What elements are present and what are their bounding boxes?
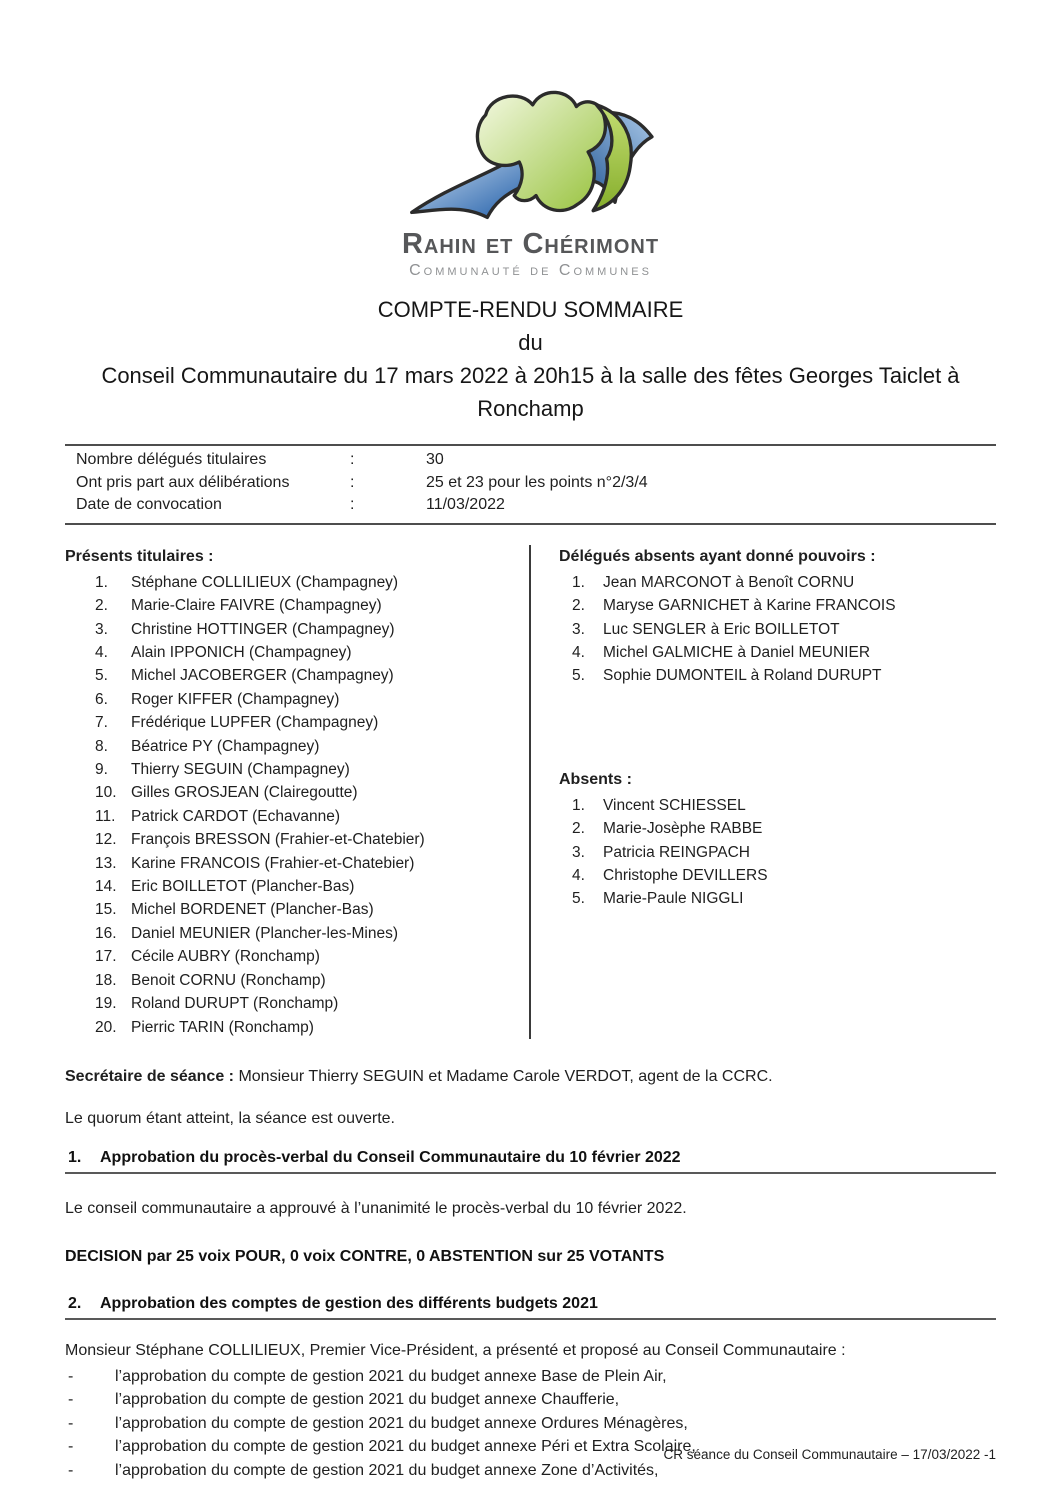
list-item-text: l’approbation du compte de gestion 2021 du budget annexe Ordures Ménagères,: [115, 1414, 688, 1432]
logo-title: Rahin et Chérimont: [401, 228, 660, 260]
presents-column: [65, 545, 529, 1039]
section-2-bullets: [65, 1365, 996, 1483]
list-item-text: Thierry SEGUIN (Champagney): [131, 761, 350, 779]
section-1-decision: DECISION par 25 voix POUR, 0 voix CONTRE, 0 ABSTENTION sur 25 VOTANTS: [65, 1247, 665, 1265]
logo-graphic-icon: [405, 80, 657, 228]
info-value: 25 et 23 pour les points n°2/3/4: [426, 473, 648, 491]
list-item-text: François BRESSON (Frahier-et-Chatebier): [131, 831, 425, 849]
list-item-number: 1.: [572, 796, 585, 814]
list-item-number: 20.: [95, 1018, 117, 1036]
presents-item: [65, 781, 529, 804]
presents-item: [65, 805, 529, 828]
presents-item: [65, 922, 529, 945]
presents-item: [65, 758, 529, 781]
absents-item: [559, 887, 996, 910]
quorum-line: Le quorum étant atteint, la séance est ouverte.: [65, 1109, 395, 1127]
section-1-title: Approbation du procès-verbal du Conseil Communautaire du 10 février 2022: [100, 1148, 681, 1166]
section-1-number: 1.: [68, 1148, 82, 1166]
list-item-text: Michel BORDENET (Plancher-Bas): [131, 901, 374, 919]
list-item-number: 9.: [95, 761, 108, 779]
meeting-info-table: [65, 444, 996, 525]
list-item-text: Roland DURUPT (Ronchamp): [131, 995, 339, 1013]
presents-item: [65, 688, 529, 711]
title-line-4: Ronchamp: [477, 396, 584, 421]
list-item-text: Patrick CARDOT (Echavanne): [131, 807, 341, 825]
presents-item: [65, 735, 529, 758]
organization-logo: [351, 80, 711, 281]
secretary-label: Secrétaire de séance :: [65, 1067, 234, 1085]
list-item-number: 5.: [572, 667, 585, 685]
list-item-text: Vincent SCHIESSEL: [603, 796, 746, 814]
absents-column: [529, 545, 996, 1039]
title-line-3: Conseil Communautaire du 17 mars 2022 à 20h15 à la salle des fêtes Georges Taiclet à: [101, 363, 960, 388]
page-footer: CR séance du Conseil Communautaire – 17/03/2022 -1: [663, 1447, 996, 1462]
pouvoirs-heading: Délégués absents ayant donné pouvoirs :: [559, 547, 876, 565]
presents-item: [65, 898, 529, 921]
info-row-participants: [65, 472, 996, 495]
section-2-intro: Monsieur Stéphane COLLILIEUX, Premier Vice-Président, a présenté et proposé au Conseil Communautaire :: [65, 1341, 846, 1359]
budget-bullet-item: [65, 1365, 996, 1389]
logo-subtitle: Communauté de Communes: [409, 262, 652, 279]
list-item-text: Michel JACOBERGER (Champagney): [131, 667, 394, 685]
presents-item: [65, 1016, 529, 1039]
list-item-number: -: [68, 1414, 74, 1432]
absents-heading: Absents :: [559, 770, 632, 788]
list-item-number: 1.: [95, 573, 108, 591]
list-item-number: 2.: [572, 597, 585, 615]
list-item-number: 6.: [95, 690, 108, 708]
budget-bullet-item: [65, 1388, 996, 1412]
section-1-heading: [65, 1149, 996, 1174]
presents-item: [65, 852, 529, 875]
list-item-number: 17.: [95, 948, 117, 966]
list-item-number: 4.: [572, 644, 585, 661]
info-label: Ont pris part aux délibérations: [76, 473, 290, 491]
attendance-columns: [65, 545, 996, 1039]
presents-item: [65, 875, 529, 898]
presents-list: [65, 571, 529, 1039]
list-item-number: 5.: [572, 890, 585, 908]
section-1-body: Le conseil communautaire a approuvé à l’unanimité le procès-verbal du 10 février 2022.: [65, 1199, 687, 1217]
list-item-number: -: [68, 1438, 74, 1456]
list-item-text: Jean MARCONOT à Benoît CORNU: [603, 573, 855, 591]
document-title: [65, 293, 996, 425]
absents-item: [559, 841, 996, 864]
list-item-text: l’approbation du compte de gestion 2021 du budget annexe Zone d’Activités,: [115, 1461, 659, 1479]
list-item-number: 19.: [95, 995, 117, 1013]
absents-item: [559, 794, 996, 817]
list-item-number: 4.: [572, 867, 585, 885]
list-item-text: Michel GALMICHE à Daniel MEUNIER: [603, 644, 871, 661]
list-item-text: l’approbation du compte de gestion 2021 du budget annexe Chaufferie,: [115, 1391, 620, 1409]
list-item-text: Christophe DEVILLERS: [603, 867, 768, 885]
list-item-text: Sophie DUMONTEIL à Roland DURUPT: [603, 667, 882, 685]
presents-item: [65, 828, 529, 851]
list-item-text: Roger KIFFER (Champagney): [131, 690, 340, 708]
secretary-line: [65, 1066, 996, 1088]
list-item-text: Christine HOTTINGER (Champagney): [131, 620, 395, 638]
pouvoirs-item: [559, 571, 996, 594]
presents-item: [65, 992, 529, 1015]
absents-list: [559, 794, 996, 911]
list-item-text: Luc SENGLER à Eric BOILLETOT: [603, 620, 840, 638]
list-item-text: Marie-Claire FAIVRE (Champagney): [131, 597, 382, 615]
info-separator: :: [350, 473, 355, 491]
pouvoirs-list: [559, 571, 996, 688]
presents-item: [65, 945, 529, 968]
info-row-delegates: [65, 449, 996, 472]
list-item-text: Marie-Paule NIGGLI: [603, 890, 744, 908]
secretary-text: Monsieur Thierry SEGUIN et Madame Carole VERDOT, agent de la CCRC.: [238, 1067, 773, 1085]
pouvoirs-item: [559, 664, 996, 687]
list-item-number: 18.: [95, 971, 117, 989]
section-2-title: Approbation des comptes de gestion des différents budgets 2021: [100, 1294, 598, 1312]
list-item-text: Gilles GROSJEAN (Clairegoutte): [131, 784, 358, 802]
list-item-text: Daniel MEUNIER (Plancher-les-Mines): [131, 924, 399, 942]
list-item-number: 7.: [95, 714, 108, 732]
list-item-text: Marie-Josèphe RABBE: [603, 820, 763, 838]
presents-item: [65, 664, 529, 687]
list-item-text: Cécile AUBRY (Ronchamp): [131, 948, 320, 966]
list-item-text: Patricia REINGPACH: [603, 843, 750, 861]
list-item-number: 8.: [95, 737, 108, 755]
presents-item: [65, 969, 529, 992]
list-item-text: Karine FRANCOIS (Frahier-et-Chatebier): [131, 854, 415, 872]
list-item-text: Alain IPPONICH (Champagney): [131, 644, 352, 661]
list-item-number: 14.: [95, 878, 117, 896]
list-item-text: Maryse GARNICHET à Karine FRANCOIS: [603, 597, 896, 615]
list-item-text: Benoit CORNU (Ronchamp): [131, 971, 326, 989]
pouvoirs-item: [559, 594, 996, 617]
presents-item: [65, 594, 529, 617]
info-label: Date de convocation: [76, 496, 222, 514]
presents-item: [65, 618, 529, 641]
presents-heading: Présents titulaires :: [65, 547, 214, 565]
list-item-number: 15.: [95, 901, 117, 919]
presents-item: [65, 571, 529, 594]
pouvoirs-item: [559, 618, 996, 641]
list-item-text: l’approbation du compte de gestion 2021 du budget annexe Base de Plein Air,: [115, 1367, 667, 1385]
list-item-number: 5.: [95, 667, 108, 685]
list-item-number: 11.: [95, 807, 116, 825]
section-2-heading: [65, 1295, 996, 1320]
list-item-number: -: [68, 1367, 74, 1385]
info-separator: :: [350, 496, 355, 514]
absents-item: [559, 864, 996, 887]
list-item-text: Béatrice PY (Champagney): [131, 737, 320, 755]
absents-block: [559, 768, 996, 911]
list-item-number: 13.: [95, 854, 117, 872]
list-item-number: 3.: [572, 843, 585, 861]
list-item-number: -: [68, 1391, 74, 1409]
list-item-text: Eric BOILLETOT (Plancher-Bas): [131, 878, 355, 896]
section-2-number: 2.: [68, 1294, 82, 1312]
list-item-number: 4.: [95, 644, 108, 661]
list-item-number: 16.: [95, 924, 117, 942]
budget-bullet-item: [65, 1459, 996, 1483]
presents-item: [65, 641, 529, 664]
absents-item: [559, 817, 996, 840]
info-value: 11/03/2022: [426, 496, 505, 514]
list-item-text: Frédérique LUPFER (Champagney): [131, 714, 379, 732]
info-label: Nombre délégués titulaires: [76, 451, 267, 468]
title-line-1: COMPTE-RENDU SOMMAIRE: [377, 297, 684, 322]
list-item-number: 10.: [95, 784, 117, 802]
list-item-number: 2.: [95, 597, 108, 615]
list-item-number: 12.: [95, 831, 117, 849]
list-item-text: Stéphane COLLILIEUX (Champagney): [131, 573, 399, 591]
list-item-number: 2.: [572, 820, 585, 838]
list-item-number: 3.: [572, 620, 585, 638]
presents-item: [65, 711, 529, 734]
info-separator: :: [350, 451, 355, 468]
budget-bullet-item: [65, 1412, 996, 1436]
list-item-number: -: [68, 1461, 74, 1479]
list-item-text: Pierric TARIN (Ronchamp): [131, 1018, 314, 1036]
list-item-number: 1.: [572, 573, 585, 591]
list-item-number: 3.: [95, 620, 108, 638]
info-row-convocation-date: [65, 494, 996, 517]
pouvoirs-item: [559, 641, 996, 664]
info-value: 30: [426, 451, 444, 468]
list-item-text: l’approbation du compte de gestion 2021 du budget annexe Péri et Extra Scolaire,: [115, 1438, 696, 1456]
title-line-2: du: [518, 330, 543, 355]
